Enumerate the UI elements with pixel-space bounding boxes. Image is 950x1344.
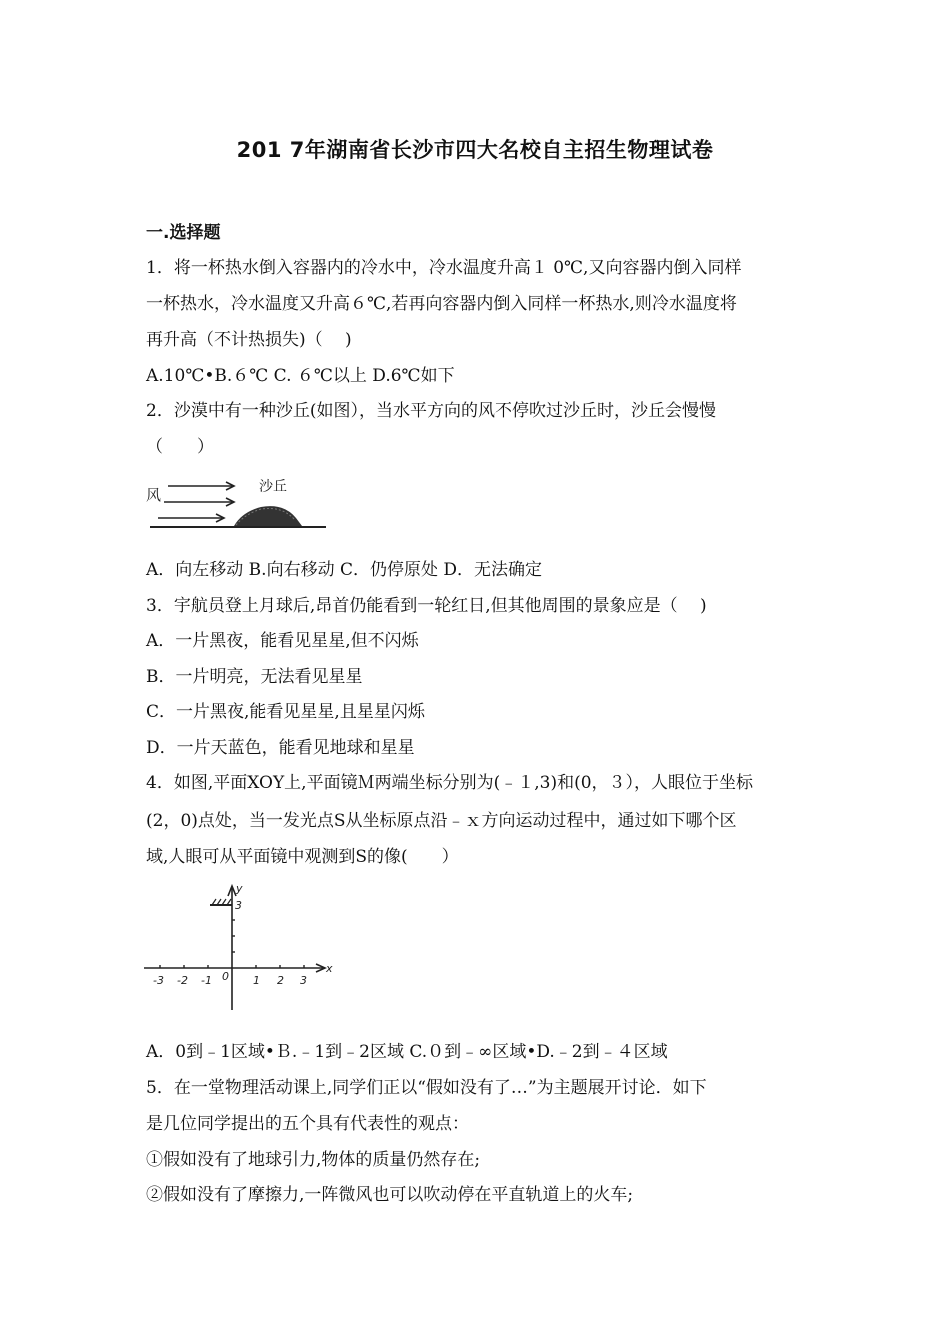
text-line: A．向左移动 B.向右移动 C．仍停原处 D．无法确定	[146, 560, 543, 580]
origin-label: 0	[222, 970, 229, 983]
dune-label: 沙丘	[259, 479, 287, 495]
y-tick-label: 3	[235, 899, 242, 912]
sand-dune-figure	[146, 474, 336, 532]
x-axis-label: x	[326, 962, 333, 975]
text-line: 2．沙漠中有一种沙丘(如图），当水平方向的风不停吹过沙丘时，沙丘会慢慢	[146, 401, 716, 421]
text-line: D．一片天蓝色，能看见地球和星星	[146, 738, 415, 758]
text-line: 5．在一堂物理活动课上,同学们正以“假如没有了…”为主题展开讨论．如下	[146, 1078, 707, 1098]
text-line: 1．将一杯热水倒入容器内的冷水中，冷水温度升高１ 0℃,又向容器内倒入同样	[146, 258, 742, 278]
text-line: A.10℃•B.６℃ C. ６℃以上 D.6℃如下	[146, 366, 455, 386]
text-line: A．一片黑夜，能看见星星,但不闪烁	[146, 631, 419, 651]
coordinate-axes-figure	[140, 880, 340, 1015]
text-line: （ ）	[146, 437, 214, 457]
x-tick-label: -2	[177, 974, 188, 987]
text-line: 再升高（不计热损失)（ )	[146, 330, 352, 350]
x-tick-label: -3	[153, 974, 164, 987]
section-heading: 一.选择题	[146, 223, 221, 243]
page-title: 201 7年湖南省长沙市四大名校自主招生物理试卷	[236, 138, 714, 162]
wind-label: 风	[146, 486, 162, 504]
text-line: 4．如图,平面XOY上,平面镜Ｍ两端坐标分别为(﹣１,3)和(0，３），人眼位于坐标	[146, 773, 754, 793]
y-axis-label: y	[236, 882, 243, 895]
text-line: 域,人眼可从平面镜中观测到S的像( ）	[146, 847, 459, 867]
text-line: 是几位同学提出的五个具有代表性的观点：	[146, 1114, 469, 1134]
text-line: C．一片黑夜,能看见星星,且星星闪烁	[146, 702, 425, 722]
text-line: ②假如没有了摩擦力,一阵微风也可以吹动停在平直轨道上的火车;	[146, 1185, 634, 1205]
text-line: ①假如没有了地球引力,物体的质量仍然存在;	[146, 1150, 481, 1170]
wind-arrows	[158, 482, 234, 522]
x-tick-label: 1	[253, 974, 260, 987]
text-line: 一杯热水，冷水温度又升高６℃,若再向容器内倒入同样一杯热水,则冷水温度将	[146, 294, 737, 314]
x-tick-label: 3	[300, 974, 307, 987]
dune-mound	[234, 506, 302, 526]
x-tick-label: -1	[201, 974, 212, 987]
text-line: (2，0)点处，当一发光点S从坐标原点沿﹣ｘ方向运动过程中，通过如下哪个区	[146, 811, 737, 831]
text-line: 3．宇航员登上月球后,昂首仍能看到一轮红日,但其他周围的景象应是（ )	[146, 596, 707, 616]
text-line: A．0到﹣1区域•Ｂ.﹣1到﹣2区域 C.０到﹣∞区域•D.﹣2到﹣４区域	[146, 1042, 668, 1062]
text-line: B．一片明亮，无法看见星星	[146, 667, 363, 687]
x-tick-label: 2	[277, 974, 284, 987]
